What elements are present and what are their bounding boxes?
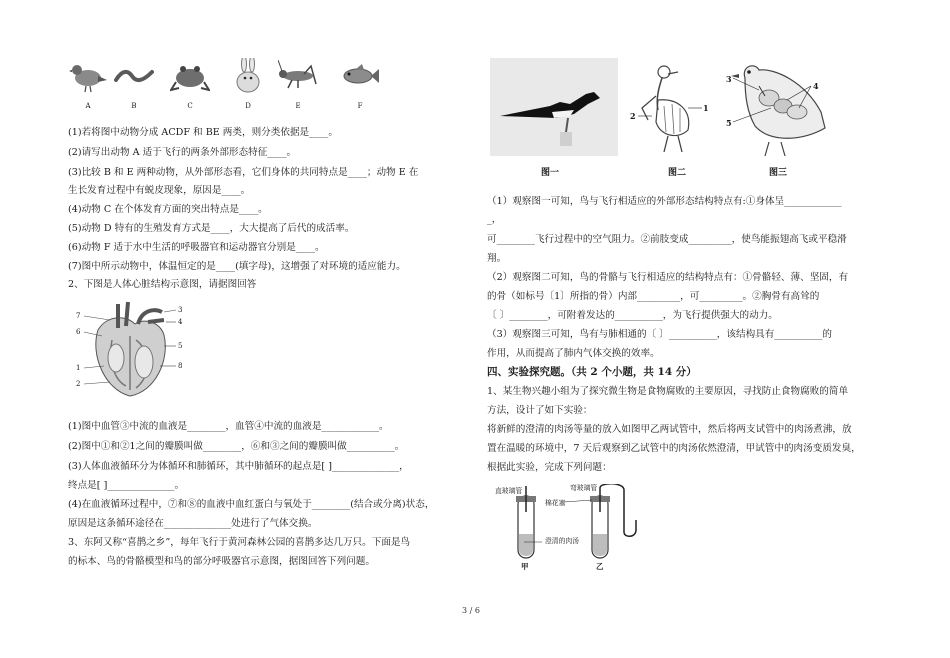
question-line: (4)在血液循环过程中，⑦和⑧的血液中血红蛋白与氧处于________(结合或分离)状态， bbox=[68, 499, 435, 510]
animal-letter: A bbox=[85, 102, 91, 110]
bird-label: 3 bbox=[726, 74, 732, 84]
animal-e bbox=[278, 58, 318, 112]
question-line: (6)动物 F 适于水中生活的呼吸器官和运动器官分别是____。 bbox=[68, 242, 325, 253]
question-line: _， bbox=[487, 214, 502, 225]
tube-label: 甲 bbox=[521, 562, 529, 571]
heart-diagram bbox=[80, 300, 190, 400]
heart-label: 6 bbox=[76, 328, 81, 336]
question-line: (4)动物 C 在个体发育方面的突出特点是____。 bbox=[68, 204, 268, 215]
figure-caption: 图二 bbox=[668, 168, 687, 178]
bird-label: 5 bbox=[726, 118, 732, 128]
animal-b bbox=[114, 58, 154, 112]
heart-label: 2 bbox=[76, 380, 81, 388]
tube-label: 乙 bbox=[596, 562, 604, 571]
experiment-label: 澄清的肉汤 bbox=[545, 537, 579, 545]
animal-letter: C bbox=[187, 102, 193, 110]
question-line: 原因是这条循环途径在______________处进行了气体交换。 bbox=[68, 518, 318, 529]
question-line: (3)比较 B 和 E 两种动物，从外部形态看，它们身体的共同特点是____；动物 E 在 bbox=[68, 167, 419, 178]
heart-label: 5 bbox=[178, 342, 183, 350]
fish-icon bbox=[340, 58, 380, 94]
question-line: 可________飞行过程中的空气阻力。②前肢变成_________，使鸟能振翅高飞或平稳滑 bbox=[487, 234, 847, 245]
pigeon-icon bbox=[68, 58, 108, 94]
experiment-label: 弯玻璃管 bbox=[570, 484, 598, 492]
question-line: (2)请写出动物 A 适于飞行的两条外部形态特征____。 bbox=[68, 147, 297, 158]
page-number: 3 / 6 bbox=[462, 606, 480, 615]
question-line: 方法，设计了如下实验： bbox=[487, 405, 593, 416]
question-line: (5)动物 D 特有的生殖发育方式是____，大大提高了后代的成活率。 bbox=[68, 223, 355, 234]
question-line: 置在温暖的环境中，7 天后观察到乙试管中的肉汤依然澄清，甲试管中的肉汤变质发臭， bbox=[487, 443, 861, 454]
magpie-icon bbox=[490, 58, 618, 156]
bird-label: 4 bbox=[813, 81, 819, 91]
question-line: 将新鲜的澄清的肉汤等量的放入如图甲乙两试管中，然后将两支试管中的肉汤煮沸，放 bbox=[487, 424, 852, 435]
question-line: (7)图中所示动物中，体温恒定的是____(填字母)，这增强了对环境的适应能力。 bbox=[68, 261, 406, 272]
grasshopper-icon bbox=[278, 58, 318, 94]
animal-a bbox=[68, 58, 108, 112]
question-heading: 2、下图是人体心脏结构示意图，请据图回答 bbox=[68, 279, 257, 290]
question-line: （3）观察图三可知，鸟有与肺相通的〔 〕__________，该结构具有__________的 bbox=[487, 329, 832, 340]
experiment-label: 直玻璃管 bbox=[495, 487, 523, 495]
question-line: 〔 〕________，可附着发达的__________，为飞行提供强大的动力。 bbox=[487, 310, 778, 321]
question-line: 作用，从而提高了肺内气体交换的效率。 bbox=[487, 348, 660, 359]
question-line: (3)人体血液循环分为体循环和肺循环，其中肺循环的起点是[ ]______________， bbox=[68, 461, 409, 472]
bird-label: 1 bbox=[703, 103, 709, 113]
earthworm-icon bbox=[114, 58, 154, 94]
question-heading: 3、东阿又称“喜鹊之乡”，每年飞行于黄河森林公园的喜鹊多达几万只。下面是鸟 bbox=[68, 537, 411, 548]
question-line: (2)图中①和②1之间的瓣膜叫做________，⑥和③之间的瓣膜叫做__________。 bbox=[68, 441, 405, 452]
question-line: （2）观察图二可知，鸟的骨骼与飞行相适应的结构特点有：①骨骼轻、薄、坚固，有 bbox=[487, 272, 849, 283]
heart-label: 1 bbox=[76, 364, 81, 372]
animal-letter: B bbox=[131, 102, 137, 110]
question-line: 的标本、鸟的骨骼模型和鸟的部分呼吸器官示意图，据图回答下列问题。 bbox=[68, 556, 375, 567]
animal-d bbox=[228, 58, 268, 112]
heart-label: 3 bbox=[178, 306, 183, 314]
bird-label: 2 bbox=[630, 111, 636, 121]
heart-label: 4 bbox=[178, 318, 183, 326]
question-line: 生长发育过程中有蜕皮现象，原因是____。 bbox=[68, 185, 251, 196]
animal-letter: D bbox=[245, 102, 251, 110]
question-line: 的骨（如标号〔1〕所指的骨）内部_________，可_________。②胸骨有高耸的 bbox=[487, 291, 820, 302]
frog-icon bbox=[170, 58, 210, 94]
animal-letter: E bbox=[295, 102, 301, 110]
question-line: 1、某生物兴趣小组为了探究微生物是食物腐败的主要原因，寻找防止食物腐败的简单 bbox=[487, 386, 849, 397]
question-line: 根据此实验，完成下列问题： bbox=[487, 462, 612, 473]
animal-f bbox=[340, 58, 380, 112]
experiment-label: 棉花塞 bbox=[545, 499, 566, 507]
section-title: 四、实验探究题。（共 2 个小题，共 14 分） bbox=[487, 366, 697, 378]
question-line: 终点是[ ]______________。 bbox=[68, 480, 185, 491]
heart-label: 8 bbox=[178, 362, 183, 370]
question-line: （1）观察图一可知，鸟与飞行相适应的外部形态结构特点有:①身体呈____________ bbox=[487, 196, 842, 207]
rabbit-icon bbox=[228, 58, 268, 94]
question-line: 翔。 bbox=[487, 253, 507, 264]
question-line: (1)图中血管③中流的血液是________，血管④中流的血液是____________。 bbox=[68, 421, 389, 432]
animal-letter: F bbox=[357, 102, 363, 110]
figure-three-air-sacs bbox=[725, 56, 835, 160]
heart-label: 7 bbox=[76, 312, 81, 320]
animal-c bbox=[170, 58, 210, 112]
figure-caption: 图三 bbox=[769, 168, 788, 178]
figure-one-magpie bbox=[490, 58, 618, 156]
figure-caption: 图一 bbox=[541, 168, 560, 178]
animal-figures bbox=[68, 58, 408, 112]
question-line: (1)若将图中动物分成 ACDF 和 BE 两类，则分类依据是____。 bbox=[68, 127, 338, 138]
